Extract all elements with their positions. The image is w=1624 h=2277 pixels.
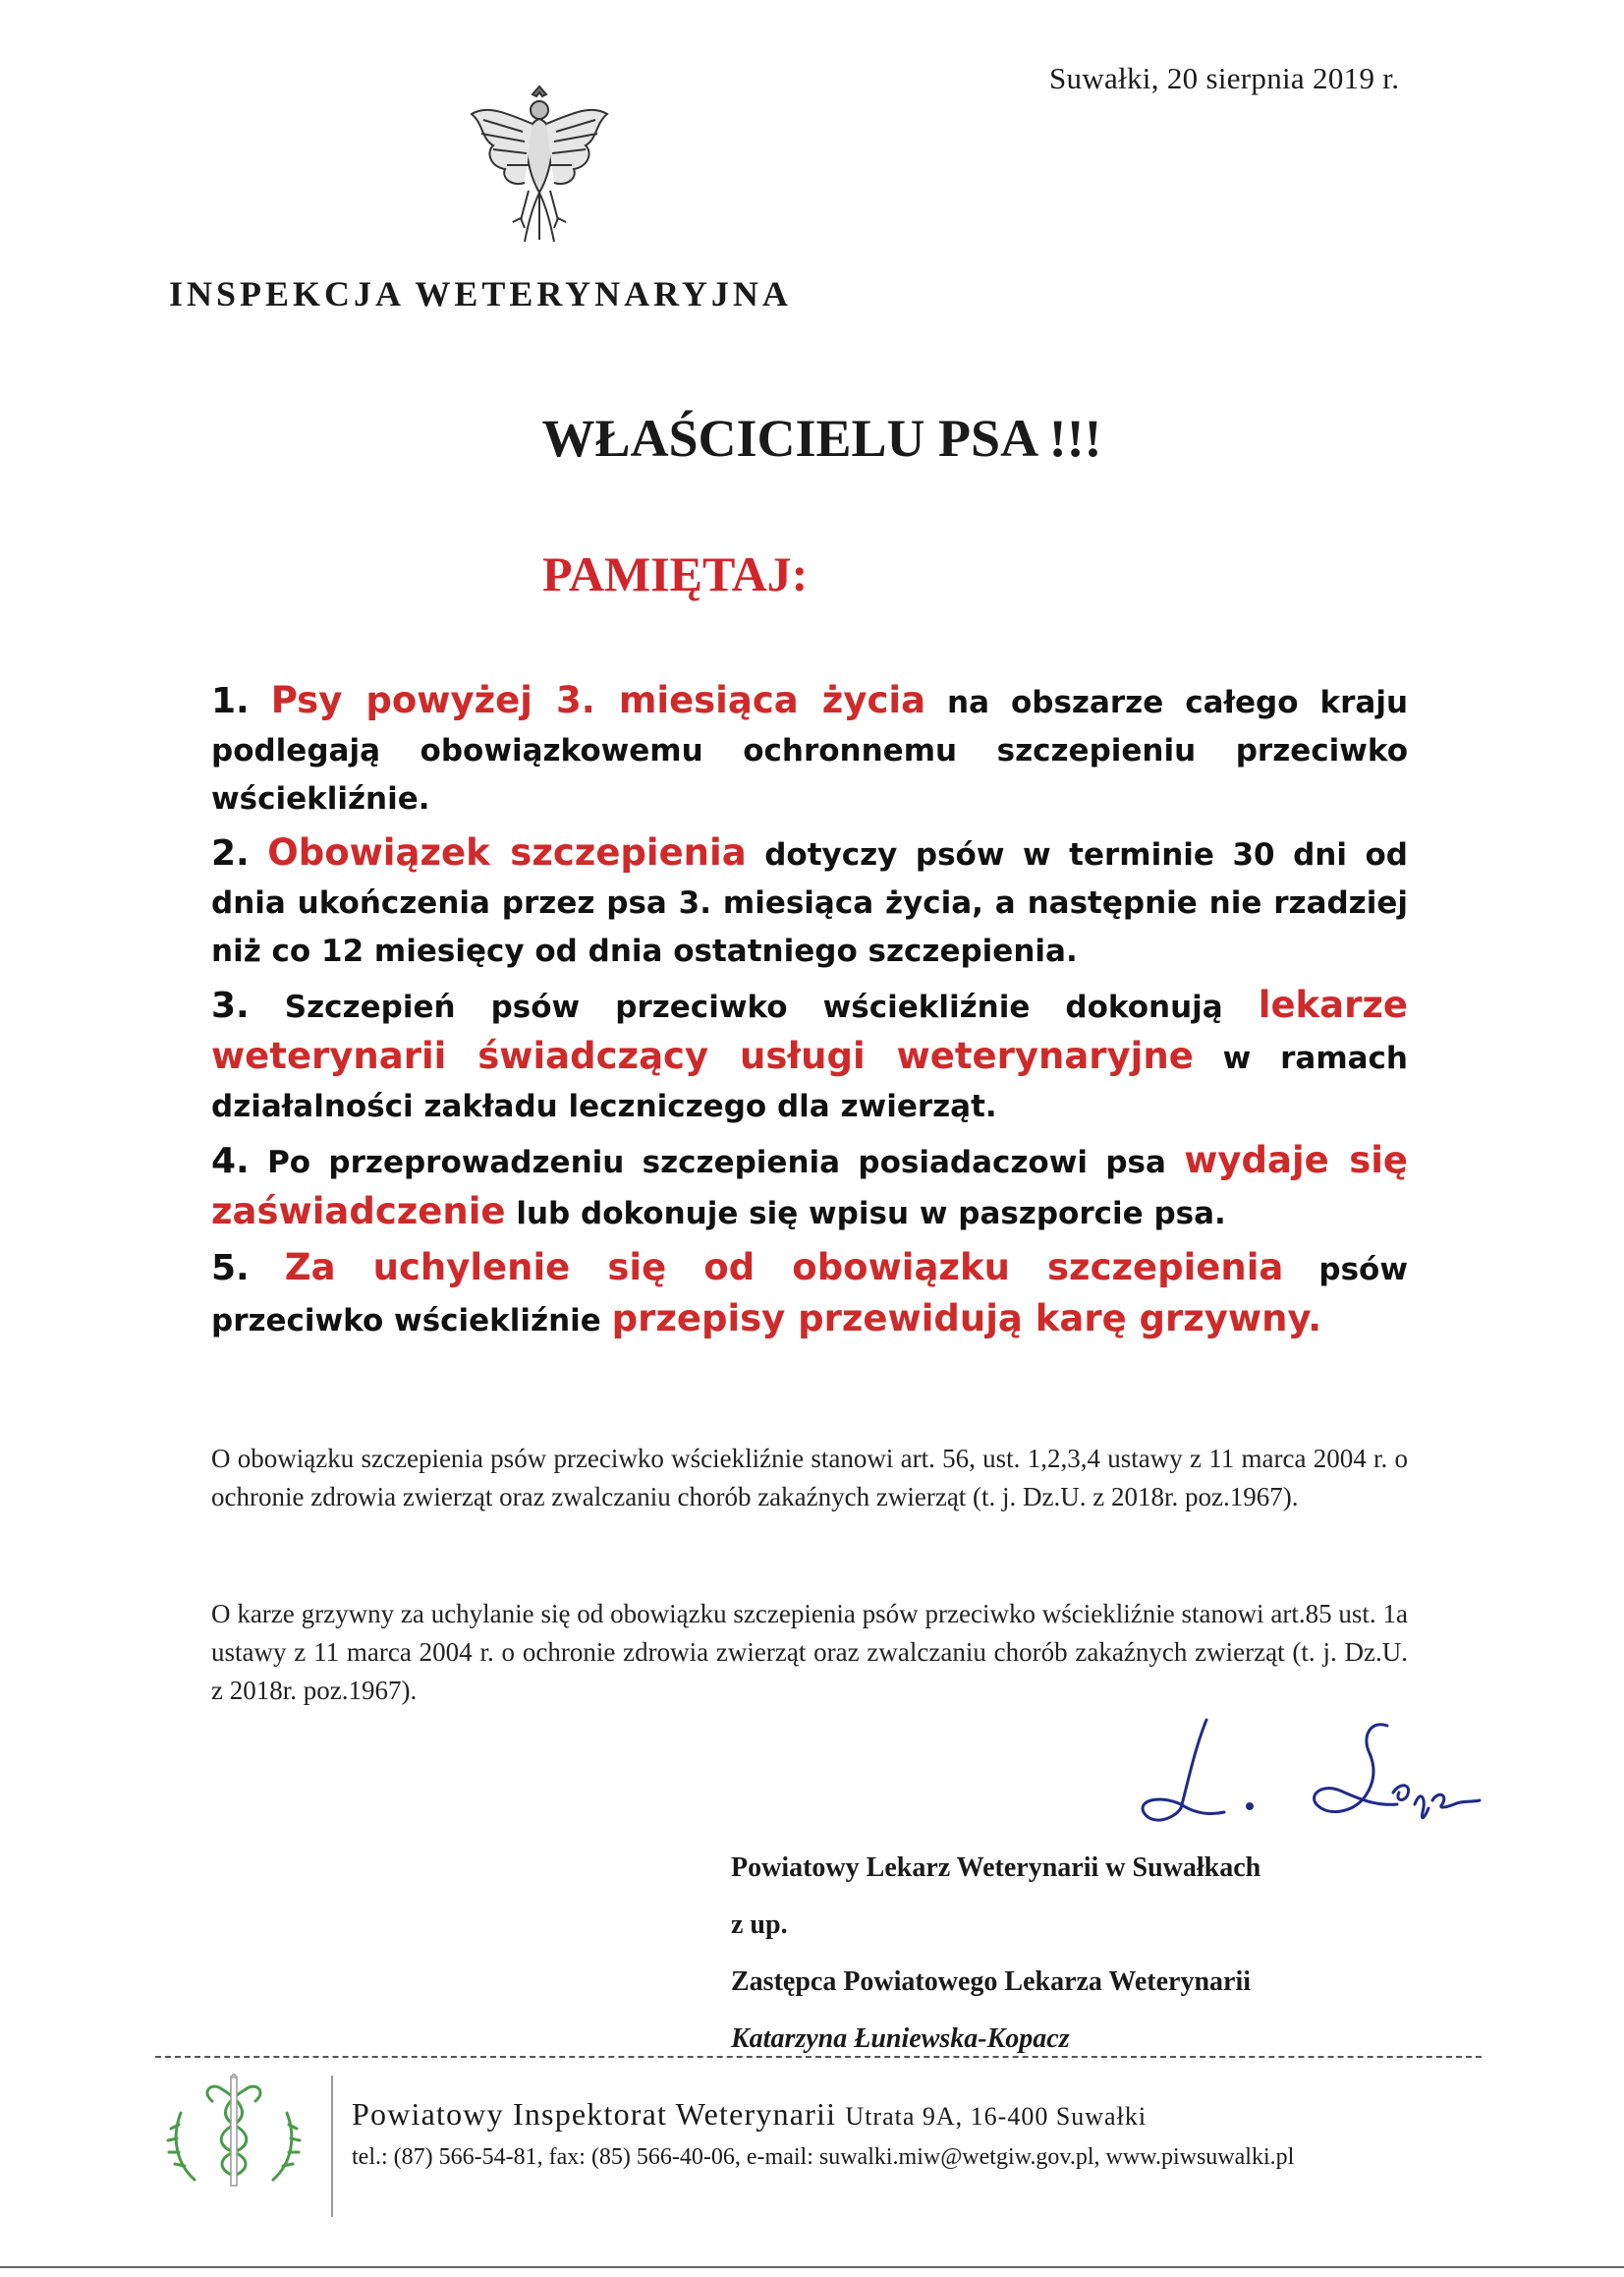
signer-title: Powiatowy Lekarz Weterynarii w Suwałkach bbox=[731, 1852, 1261, 1883]
rule-highlight: Psy powyżej 3. miesiąca życia bbox=[270, 679, 926, 721]
footer-separator bbox=[331, 2076, 333, 2217]
rule-item bbox=[211, 676, 1408, 824]
rule-text: psów przeciwko wściekliźnie bbox=[211, 1252, 1408, 1338]
footer-address: Utrata 9A, 16-400 Suwałki bbox=[845, 2102, 1148, 2131]
document-date: Suwałki, 20 sierpnia 2019 r. bbox=[1049, 61, 1400, 95]
veterinary-inspection-logo bbox=[155, 2074, 312, 2192]
handwritten-signature bbox=[1130, 1710, 1493, 1838]
rule-item bbox=[211, 1243, 1408, 1345]
rule-text: Po przeprowadzeniu szczepienia posiadaczowi psa bbox=[249, 1145, 1185, 1180]
legal-basis-paragraph: O obowiązku szczepienia psów przeciwko wściekliźnie stanowi art. 56, ust. 1,2,3,4 ustawy z 11 marca 2004 r. o ochronie zdrowia zwierząt oraz zwalczaniu chorób zakaźnych zwierząt (t. j. Dz.U. z 2018r. poz.1967). bbox=[211, 1444, 1408, 1511]
rule-text: lub dokonuje się wpisu w paszporcie psa. bbox=[505, 1196, 1226, 1231]
rule-item bbox=[211, 828, 1408, 976]
rule-number: 1. bbox=[211, 681, 250, 721]
rule-item bbox=[211, 981, 1408, 1131]
rule-text: Szczepień psów przeciwko wściekliźnie dokonują bbox=[249, 990, 1259, 1025]
rule-highlight: Za uchylenie się od obowiązku szczepienia bbox=[284, 1246, 1284, 1288]
signer-deputy-title: Zastępca Powiatowego Lekarza Weterynarii bbox=[731, 1966, 1252, 1997]
notice-heading: WŁAŚCICIELU PSA !!! bbox=[541, 409, 1102, 468]
rule-number: 4. bbox=[211, 1141, 250, 1181]
footer-contact: tel.: (87) 566-54-81, fax: (85) 566-40-06, e-mail: suwalki.miw@wetgiw.gov.pl, www.piwsuwalki.pl bbox=[352, 2144, 1295, 2170]
rule-text: na obszarze całego kraju podlegają obowiązkowemu ochronnemu szczepieniu przeciwko wściekliźnie. bbox=[211, 685, 1409, 817]
signer-name: Katarzyna Łuniewska-Kopacz bbox=[731, 2023, 1070, 2054]
rule-item bbox=[211, 1136, 1408, 1238]
polish-eagle-emblem bbox=[464, 85, 615, 248]
legal-penalty-paragraph: O karze grzywny za uchylanie się od obowiązku szczepienia psów przeciwko wściekliźnie stanowi art.85 ust. 1a ustawy z 11 marca 2004 r. o ochronie zdrowia zwierząt oraz zwalczaniu chorób zakaźnych zwierząt (t. j. Dz.U. z 2018r. poz.1967). bbox=[211, 1599, 1408, 1705]
remember-heading: PAMIĘTAJ: bbox=[542, 546, 809, 601]
page-bottom-line bbox=[0, 2266, 1624, 2268]
footer-org-name: Powiatowy Inspektorat Weterynarii bbox=[352, 2096, 837, 2132]
rule-text: dotyczy psów w terminie 30 dni od dnia ukończenia przez psa 3. miesiąca życia, a następnie nie rzadziej niż co 12 miesięcy od dnia ostatniego szczepienia. bbox=[211, 837, 1409, 969]
footer-divider bbox=[155, 2056, 1482, 2058]
rule-number: 3. bbox=[211, 986, 250, 1026]
footer-title bbox=[352, 2096, 1147, 2133]
rule-text: w ramach działalności zakładu leczniczego dla zwierząt. bbox=[211, 1041, 1408, 1124]
signer-block bbox=[731, 1840, 1260, 2068]
rule-highlight: wydaje się zaświadczenie bbox=[211, 1139, 1408, 1232]
rule-number: 2. bbox=[211, 833, 250, 874]
rule-number: 5. bbox=[211, 1248, 250, 1288]
rule-highlight: lekarze weterynarii świadczący usługi weterynaryjne bbox=[211, 984, 1408, 1077]
signer-proxy: z up. bbox=[731, 1909, 788, 1940]
institution-name: INSPEKCJA WETERYNARYJNA bbox=[169, 274, 792, 313]
rules-list bbox=[211, 676, 1408, 1350]
rule-highlight: przepisy przewidują karę grzywny. bbox=[611, 1297, 1322, 1339]
rule-highlight: Obowiązek szczepienia bbox=[267, 831, 747, 874]
